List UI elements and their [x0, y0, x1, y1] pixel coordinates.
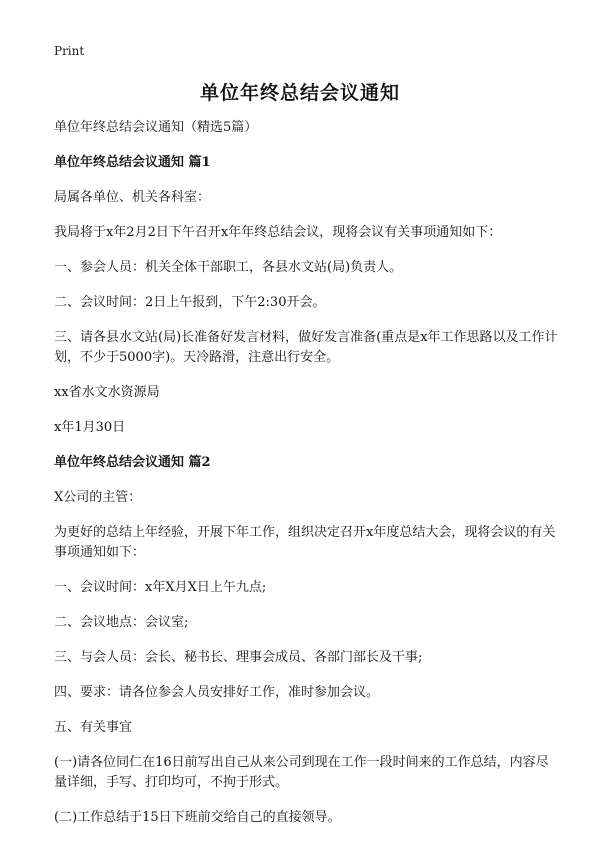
- paragraph: 二、会议时间：2日上午报到，下午2:30开会。: [54, 295, 326, 310]
- document-body: [54, 118, 560, 843]
- salutation-2: X公司的主管：: [54, 490, 142, 505]
- signature-date: x年1月30日: [54, 420, 126, 435]
- paragraph: 三、请各县水文站(局)长准备好发言材料，做好发言准备(重点是x年工作思路以及工作计划，不少于5000字)。天冷路滑，注意出行安全。: [54, 330, 558, 365]
- paragraph: 为更好的总结上年经验，开展下年工作，组织决定召开x年度总结大会，现将会议的有关事项通知如下：: [54, 525, 556, 560]
- paragraph: 一、会议时间：x年X月X日上午九点;: [54, 580, 267, 595]
- paragraph: 三、与会人员：会长、秘书长、理事会成员、各部门部长及干事;: [54, 650, 423, 665]
- document-title: 单位年终总结会议通知: [199, 82, 400, 104]
- paragraph: (二)工作总结于15日下班前交给自己的直接领导。: [54, 810, 341, 825]
- subtitle: 单位年终总结会议通知（精选5篇）: [54, 120, 258, 135]
- print-label[interactable]: Print: [54, 44, 85, 58]
- section-heading-1: 单位年终总结会议通知 篇1: [54, 155, 211, 170]
- salutation-1: 局属各单位、机关各科室：: [54, 190, 211, 205]
- paragraph: 四、要求：请各位参会人员安排好工作，准时参加会议。: [54, 685, 380, 700]
- paragraph: 二、会议地点：会议室;: [54, 615, 189, 630]
- paragraph: (一)请各位同仁在16日前写出自己从来公司到现在工作一段时间来的工作总结，内容尽量详细，手写、打印均可，不拘于形式。: [54, 755, 549, 790]
- section-heading-2: 单位年终总结会议通知 篇2: [54, 455, 211, 470]
- signature-org: xx省水文水资源局: [54, 385, 160, 400]
- paragraph: 一、参会人员：机关全体干部职工，各县水文站(局)负责人。: [54, 260, 403, 275]
- paragraph: 五、有关事宜: [54, 720, 133, 735]
- paragraph: 我局将于x年2月2日下午召开x年年终总结会议，现将会议有关事项通知如下：: [54, 225, 502, 240]
